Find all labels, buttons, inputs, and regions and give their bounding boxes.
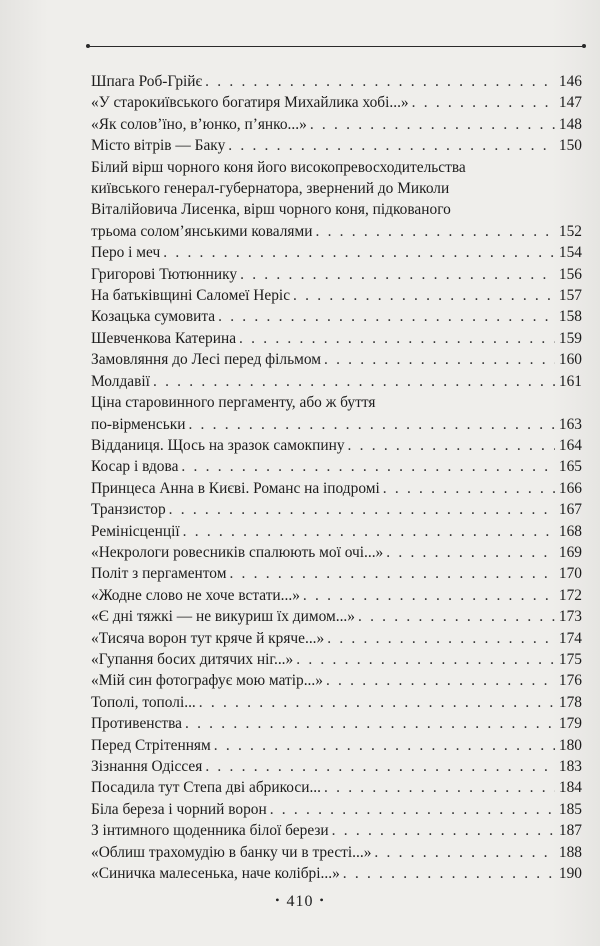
toc-page-number: 148 [558, 115, 582, 133]
toc-entry-title: Зізнання Одіссея [91, 758, 203, 775]
toc-entry-title: по-вірменськи [91, 415, 186, 433]
toc-entry-row [91, 777, 582, 798]
toc-entry-title: Принцеса Анна в Києві. Романс на іподромі [91, 479, 380, 497]
dot-leader [303, 585, 555, 606]
toc-page-number: 185 [558, 800, 582, 818]
toc-entry-title: Противенства [91, 715, 182, 733]
toc-entry [91, 799, 582, 820]
toc-page-number: 180 [558, 736, 582, 754]
toc-entry-title-line: Ціна старовинного пергаменту, або ж буття [91, 394, 376, 412]
toc-entry-row [91, 585, 582, 606]
toc-entry [91, 842, 582, 863]
dot-leader [348, 435, 555, 456]
toc-entry-title: Ремінісценції [91, 522, 180, 540]
toc-entry-row [91, 349, 582, 370]
toc-entry [91, 585, 582, 606]
toc-page-number: 175 [558, 650, 582, 668]
toc-entry-row [91, 563, 582, 584]
toc-entry-row [91, 71, 582, 92]
dot-leader [214, 735, 555, 756]
dot-leader [310, 114, 555, 135]
footer-bullet-right: • [319, 893, 325, 907]
toc-entry-row [91, 499, 582, 520]
dot-leader [386, 542, 555, 563]
toc-entry-row [91, 799, 582, 820]
toc-entry-title: «Є дні тяжкі — не викуриш їх димом...» [91, 608, 355, 626]
rule-end-left [86, 44, 90, 48]
toc-entry-title-line: київського генерал-губернатора, звернений до Миколи [91, 180, 450, 198]
toc-entry-title: «У старокиївського богатиря Михайлика хобі...» [91, 94, 409, 112]
toc-entry [91, 328, 582, 349]
dot-leader [153, 371, 555, 392]
toc-entry [91, 670, 582, 691]
toc-entry-row [91, 135, 582, 156]
toc-entry-title: «Як солов’їно, в’юнко, п’янко...» [91, 115, 307, 133]
dot-leader [343, 863, 555, 884]
toc-entry [91, 649, 582, 670]
toc-entry-row [91, 713, 582, 734]
toc-entry [91, 628, 582, 649]
toc-entry [91, 135, 582, 156]
toc-entry [91, 306, 582, 327]
toc-entry-row [91, 756, 582, 777]
toc-entry-title: трьома солом’янськими ковалями [91, 222, 313, 240]
dot-leader [358, 606, 555, 627]
toc-entry-row [91, 328, 582, 349]
toc-entry-row [91, 670, 582, 691]
toc-entry-title: «Жодне слово не хоче встати...» [91, 586, 300, 604]
dot-leader [239, 328, 555, 349]
toc-entry [91, 756, 582, 777]
toc-entry-row [91, 649, 582, 670]
toc-entry-title: Тополі, тополі... [91, 693, 196, 711]
toc-entry-title: Політ з пергаментом [91, 565, 227, 583]
toc-entry [91, 435, 582, 456]
toc-entry-title: Шпага Роб-Грійє [91, 73, 203, 90]
toc-entry-title: Косар і вдова [91, 458, 179, 476]
rule-end-right [582, 44, 586, 48]
toc-entry [91, 71, 582, 92]
toc-entry-row [91, 692, 582, 713]
dot-leader [324, 349, 555, 370]
toc-entry-title: Посадила тут Степа дві абрикоси... [91, 779, 321, 797]
toc-page-number: 147 [558, 94, 582, 112]
toc-entry-row [91, 628, 582, 649]
toc-entry-row [91, 221, 582, 242]
dot-leader [240, 264, 555, 285]
toc-entry [91, 114, 582, 135]
toc-page-number: 161 [558, 372, 582, 390]
toc-entry-title: Транзистор [91, 501, 166, 519]
dot-leader [324, 777, 555, 798]
toc-entry-title: Місто вітрів — Баку [91, 137, 226, 155]
table-of-contents [91, 71, 582, 884]
toc-entry-title-line: Віталійовича Лисенка, вірш чорного коня, підкованого [91, 201, 451, 219]
toc-page-number: 168 [558, 522, 582, 540]
toc-entry [91, 349, 582, 370]
dot-leader [327, 628, 555, 649]
toc-entry [91, 92, 582, 113]
page-footer [0, 893, 600, 911]
toc-page-number: 157 [558, 287, 582, 305]
dot-leader [199, 692, 555, 713]
toc-entry [91, 478, 582, 499]
toc-page-number: 169 [558, 543, 582, 561]
toc-page-number: 172 [558, 586, 582, 604]
toc-entry-title: Козацька сумовита [91, 308, 216, 326]
dot-leader [326, 670, 555, 691]
toc-page-number: 160 [558, 351, 582, 369]
toc-entry-row [91, 456, 582, 477]
toc-entry [91, 542, 582, 563]
toc-page-number: 158 [558, 308, 582, 326]
toc-entry-row [91, 242, 582, 263]
dot-leader [293, 285, 555, 306]
toc-page-number: 173 [558, 608, 582, 626]
toc-page-number: 167 [558, 501, 582, 519]
dot-leader [163, 242, 555, 263]
toc-entry [91, 392, 582, 435]
toc-page-number: 163 [558, 415, 582, 433]
toc-entry [91, 521, 582, 542]
toc-entry-row [91, 820, 582, 841]
page-number: 410 [286, 893, 314, 910]
toc-entry-title: «Гупання босих дитячих ніг...» [91, 650, 294, 668]
dot-leader [270, 799, 555, 820]
dot-leader [205, 756, 555, 777]
toc-page-number: 183 [558, 758, 582, 775]
toc-entry-row [91, 735, 582, 756]
toc-page-number: 164 [558, 436, 582, 454]
dot-leader [296, 649, 555, 670]
toc-entry [91, 777, 582, 798]
toc-entry-row [91, 264, 582, 285]
toc-entry [91, 371, 582, 392]
toc-entry-row [91, 606, 582, 627]
toc-entry [91, 563, 582, 584]
toc-entry [91, 820, 582, 841]
toc-page-number: 179 [558, 715, 582, 733]
dot-leader [315, 221, 555, 242]
toc-page-number: 170 [558, 565, 582, 583]
toc-entry [91, 242, 582, 263]
dot-leader [383, 478, 555, 499]
toc-entry-title: З інтимного щоденника білої берези [91, 822, 329, 840]
dot-leader [169, 499, 555, 520]
toc-entry-title: Шевченкова Катерина [91, 329, 237, 347]
toc-entry-title: «Мій син фотографує мою матір...» [91, 672, 323, 690]
toc-entry-row [91, 414, 582, 435]
toc-entry-title: Відданиця. Щось на зразок самокпину [91, 436, 345, 454]
top-rule [88, 46, 584, 47]
toc-entry [91, 713, 582, 734]
toc-page-number: 152 [558, 222, 582, 240]
toc-page-number: 156 [558, 265, 582, 283]
dot-leader [228, 135, 555, 156]
toc-entry-title: Молдавії [91, 372, 150, 390]
dot-leader [181, 456, 555, 477]
toc-page-number: 146 [558, 73, 582, 90]
toc-entry [91, 606, 582, 627]
toc-page-number: 188 [558, 843, 582, 861]
dot-leader [205, 71, 555, 92]
toc-page-number: 184 [558, 779, 582, 797]
toc-page-number: 154 [558, 244, 582, 262]
toc-entry-row [91, 306, 582, 327]
toc-page-number: 159 [558, 329, 582, 347]
toc-page-number: 190 [558, 865, 582, 883]
toc-entry-row [91, 842, 582, 863]
toc-entry-row [91, 542, 582, 563]
toc-entry-row [91, 285, 582, 306]
toc-entry-title: «Облиш трахомудію в банку чи в тресті...» [91, 843, 372, 861]
toc-page-number: 187 [558, 822, 582, 840]
toc-entry-title: Перед Стрітенням [91, 736, 211, 754]
dot-leader [185, 713, 555, 734]
toc-entry-row [91, 863, 582, 884]
dot-leader [183, 521, 555, 542]
toc-entry-title: Григорові Тютюннику [91, 265, 238, 283]
toc-entry [91, 264, 582, 285]
toc-entry [91, 499, 582, 520]
toc-entry-row [91, 521, 582, 542]
dot-leader [218, 306, 555, 327]
toc-entry-title: «Синичка малесенька, наче колібрі...» [91, 865, 340, 883]
toc-entry-title-line: Білий вірш чорного коня його високопревосходительства [91, 158, 466, 176]
dot-leader [229, 563, 555, 584]
dot-leader [188, 414, 555, 435]
toc-entry [91, 863, 582, 884]
toc-page-number: 178 [558, 693, 582, 711]
dot-leader [332, 820, 555, 841]
toc-entry [91, 157, 582, 243]
toc-entry [91, 692, 582, 713]
toc-page-number: 165 [558, 458, 582, 476]
toc-entry-row [91, 114, 582, 135]
toc-entry-row [91, 435, 582, 456]
toc-entry [91, 735, 582, 756]
toc-page-number: 174 [558, 629, 582, 647]
dot-leader [412, 92, 555, 113]
toc-entry-title: «Некрологи ровесників спалюють мої очі...» [91, 543, 384, 561]
toc-entry-title: «Тисяча ворон тут кряче й кряче...» [91, 629, 325, 647]
footer-bullet-left: • [275, 893, 281, 907]
toc-entry-title: Перо і меч [91, 244, 161, 262]
toc-entry-title: Замовляння до Лесі перед фільмом [91, 351, 321, 369]
toc-page-number: 176 [558, 672, 582, 690]
toc-page-number: 150 [558, 137, 582, 155]
toc-entry-title: На батьківщині Саломеї Неріс [91, 287, 291, 305]
toc-entry-row [91, 92, 582, 113]
toc-entry-row [91, 478, 582, 499]
toc-page-number: 166 [558, 479, 582, 497]
dot-leader [374, 842, 555, 863]
toc-entry-row [91, 371, 582, 392]
toc-entry-title: Біла береза і чорний ворон [91, 800, 267, 818]
toc-entry [91, 285, 582, 306]
toc-entry [91, 456, 582, 477]
